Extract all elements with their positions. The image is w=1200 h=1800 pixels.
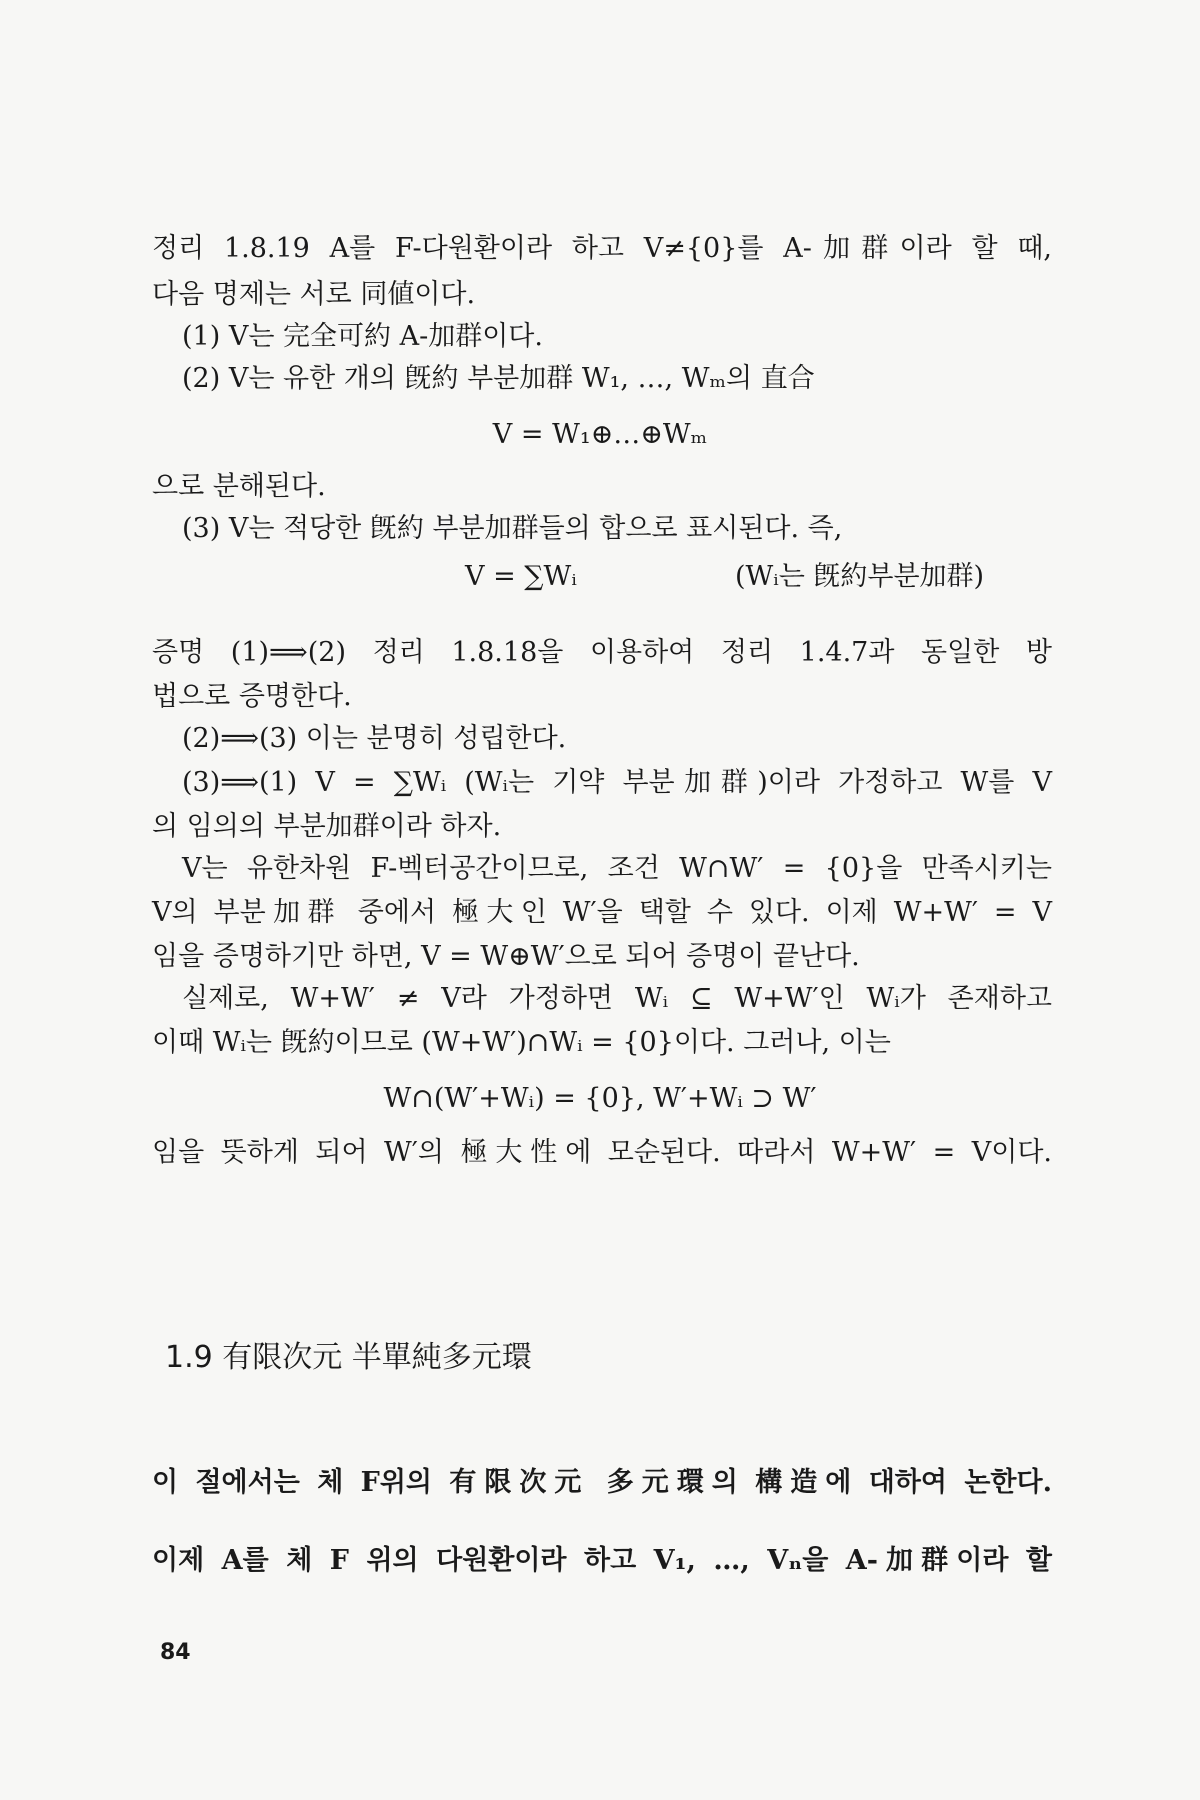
theorem-item-1: (1) V는 完全可約 A-加群이다.	[182, 321, 543, 352]
section-heading: 1.9 有限次元 半單純多元環	[165, 1340, 532, 1375]
theorem-line-2: 다음 명제는 서로 同値이다.	[152, 279, 476, 310]
theorem-line-decomposed: 으로 분해된다.	[152, 471, 326, 502]
theorem-line-1: 정리 1.8.19 A를 F-다원환이라 하고 V≠{0}를 A-加群이라 할 때,	[152, 233, 1052, 264]
proof-line-3: (2)⟹(3) 이는 분명히 성립한다.	[182, 723, 567, 754]
proof-line-8: 임을 증명하기만 하면, V = W⊕W′으로 되어 증명이 끝난다.	[152, 941, 860, 972]
proof-line-2: 법으로 증명한다.	[152, 681, 352, 712]
formula-maximality: W∩(W′+Wᵢ) = {0}, W′+Wᵢ ⊃ W′	[383, 1083, 817, 1114]
formula-direct-sum: V = W₁⊕…⊕Wₘ	[492, 419, 708, 450]
proof-line-11: 임을 뜻하게 되어 W′의 極大性에 모순된다. 따라서 W+W′ = V이다.	[152, 1137, 1052, 1168]
proof-line-5: 의 임의의 부분加群이라 하자.	[152, 811, 502, 842]
section-paragraph-2: 이제 A를 체 F 위의 다원환이라 하고 V₁, …, Vₙ을 A-加群이라 할	[152, 1545, 1052, 1576]
proof-line-7: V의 부분加群 중에서 極大인 W′을 택할 수 있다. 이제 W+W′ = V	[152, 897, 1052, 928]
theorem-item-3: (3) V는 적당한 旣約 부분加群들의 합으로 표시된다. 즉,	[182, 513, 843, 544]
section-paragraph-1: 이 절에서는 체 F위의 有限次元 多元環의 構造에 대하여 논한다.	[152, 1467, 1052, 1498]
proof-line-10: 이때 Wᵢ는 旣約이므로 (W+W′)∩Wᵢ = {0}이다. 그러나, 이는	[152, 1027, 891, 1058]
proof-line-1: 증명 (1)⟹(2) 정리 1.8.18을 이용하여 정리 1.4.7과 동일한 방	[152, 637, 1052, 668]
proof-line-6: V는 유한차원 F-벡터공간이므로, 조건 W∩W′ = {0}을 만족시키는	[182, 853, 1052, 884]
page-number: 84	[160, 1640, 191, 1665]
theorem-item-2: (2) V는 유한 개의 旣約 부분加群 W₁, …, Wₘ의 直合	[182, 363, 815, 394]
formula-sum-note: (Wᵢ는 旣約부분加群)	[735, 561, 985, 592]
proof-line-4: (3)⟹(1) V = ∑Wᵢ (Wᵢ는 기약 부분加群)이라 가정하고 W를 V	[182, 767, 1052, 798]
formula-sum: V = ∑Wᵢ	[465, 561, 577, 592]
proof-line-9: 실제로, W+W′ ≠ V라 가정하면 Wᵢ ⊆ W+W′인 Wᵢ가 존재하고	[182, 983, 1052, 1014]
